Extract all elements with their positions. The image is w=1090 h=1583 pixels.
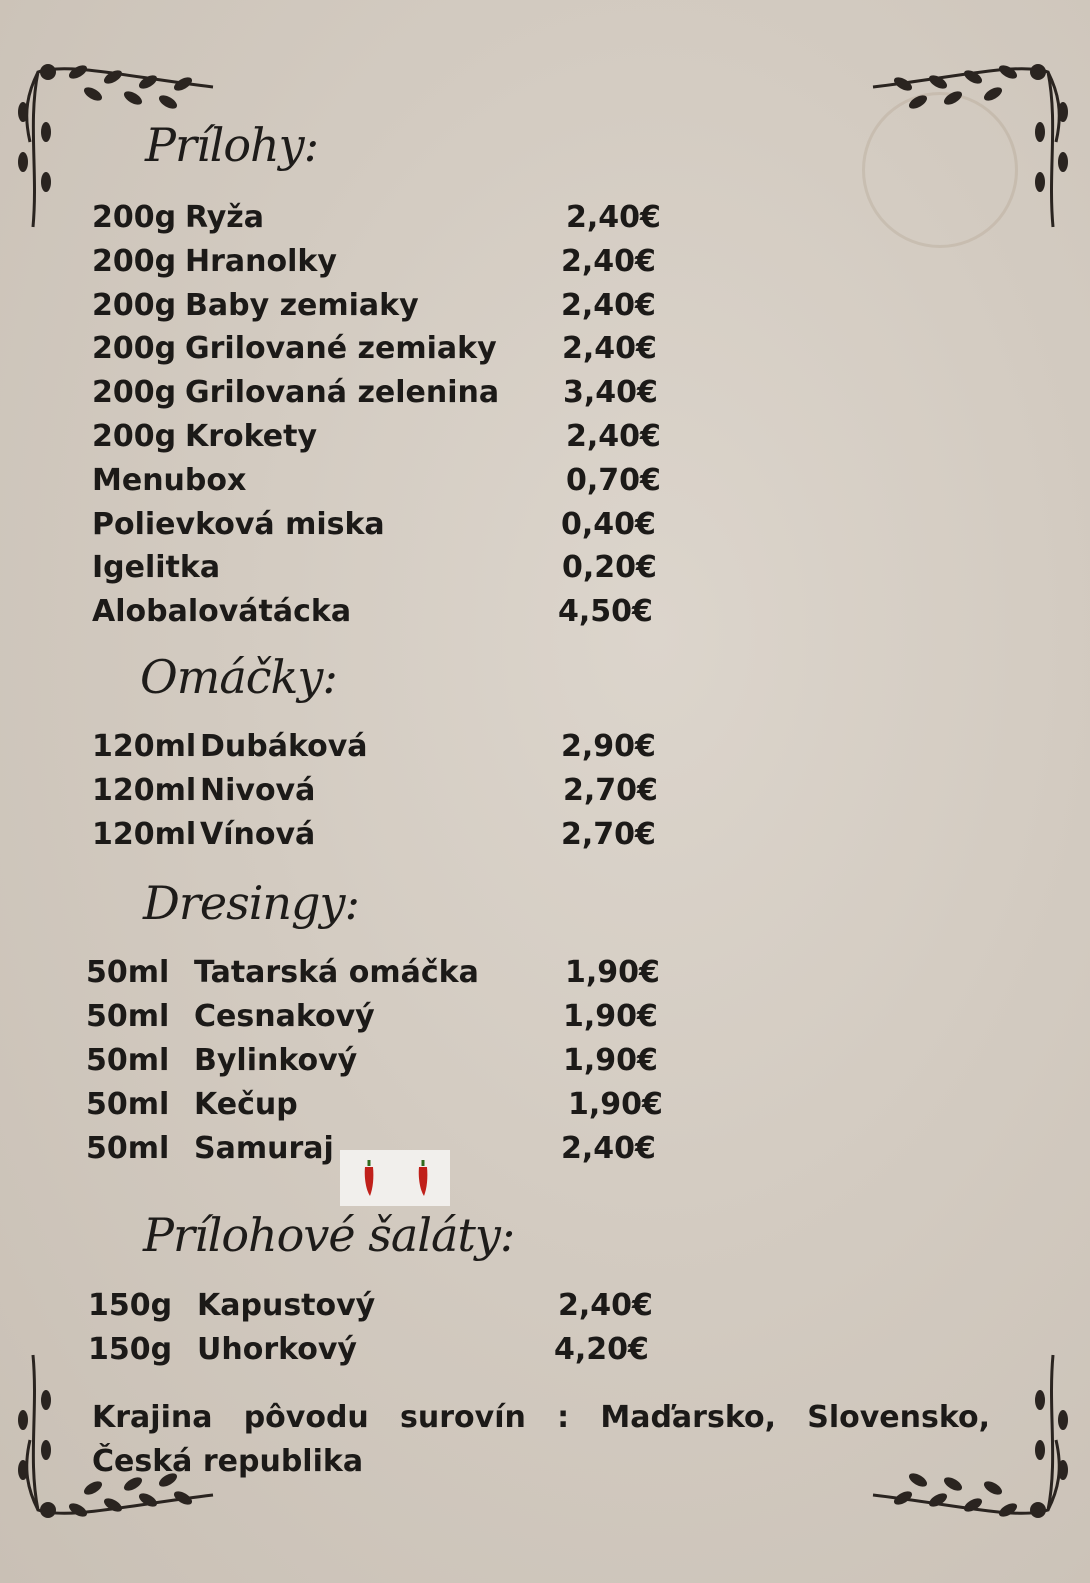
item-name: Alobalovátácka [92, 594, 352, 629]
list-item [0, 419, 700, 463]
floral-ornament-top-right [858, 32, 1078, 232]
item-price: 3,40€ [563, 375, 658, 410]
item-price: 2,40€ [561, 1131, 656, 1166]
list-item [0, 773, 700, 817]
item-name: Grilované zemiaky [185, 331, 497, 366]
list-item [0, 1043, 700, 1087]
item-name: Uhorkový [197, 1332, 357, 1367]
item-qty: 200g [92, 244, 177, 279]
item-name: Krokety [185, 419, 318, 454]
item-name: Grilovaná zelenina [185, 375, 500, 410]
item-price: 2,40€ [566, 200, 661, 235]
item-price: 2,70€ [561, 817, 656, 852]
item-price: 2,90€ [561, 729, 656, 764]
item-price: 1,90€ [563, 999, 658, 1034]
item-price: 2,40€ [566, 419, 661, 454]
item-qty: 120ml [92, 817, 197, 852]
list-item [0, 375, 700, 419]
item-price: 4,50€ [558, 594, 653, 629]
item-qty: 200g [92, 375, 177, 410]
origin-note: Krajina pôvodu surovín : Maďarsko, Slovensko, Česká republika [92, 1400, 990, 1479]
item-name: Cesnakový [194, 999, 375, 1034]
item-qty: 200g [92, 331, 177, 366]
item-name: Dubáková [200, 729, 368, 764]
item-price: 2,40€ [558, 1288, 653, 1323]
item-qty: 50ml [86, 955, 170, 990]
item-name: Hranolky [185, 244, 337, 279]
item-name: Baby zemiaky [185, 288, 419, 323]
item-name: Polievková miska [92, 507, 385, 542]
item-price: 0,20€ [562, 550, 657, 585]
list-item [0, 507, 700, 551]
item-name: Menubox [92, 463, 247, 498]
item-qty: 50ml [86, 1087, 170, 1122]
item-price: 1,90€ [563, 1043, 658, 1078]
list-item [0, 1332, 700, 1376]
item-price: 2,40€ [562, 331, 657, 366]
section-title-prilohy: Prílohy: [145, 118, 319, 172]
item-qty: 120ml [92, 729, 197, 764]
item-price: 0,70€ [566, 463, 661, 498]
list-item [0, 1288, 700, 1332]
item-qty: 50ml [86, 999, 170, 1034]
item-price: 2,40€ [561, 288, 656, 323]
list-item [0, 244, 700, 288]
item-price: 1,90€ [568, 1087, 663, 1122]
item-qty: 200g [92, 200, 177, 235]
item-qty: 50ml [86, 1043, 170, 1078]
list-item [0, 288, 700, 332]
list-item [0, 999, 700, 1043]
list-item [0, 200, 700, 244]
item-price: 1,90€ [565, 955, 660, 990]
item-name: Kapustový [197, 1288, 376, 1323]
section-title-prilohove-salaty: Prílohové šaláty: [143, 1208, 515, 1262]
list-item [0, 729, 700, 773]
list-item [0, 463, 700, 507]
list-item [0, 594, 700, 638]
list-item [0, 955, 700, 999]
section-title-omacky: Omáčky: [140, 650, 337, 704]
list-item [0, 817, 700, 861]
item-name: Vínová [200, 817, 316, 852]
item-qty: 200g [92, 419, 177, 454]
item-qty: 50ml [86, 1131, 170, 1166]
list-item [0, 331, 700, 375]
section-title-dresingy: Dresingy: [143, 876, 359, 930]
item-qty: 200g [92, 288, 177, 323]
item-qty: 120ml [92, 773, 197, 808]
spicy-indicator [340, 1150, 450, 1206]
item-name: Ryža [185, 200, 265, 235]
item-name: Samuraj [194, 1131, 334, 1166]
item-price: 2,40€ [561, 244, 656, 279]
item-name: Bylinkový [194, 1043, 358, 1078]
chili-pepper-icon [416, 1158, 430, 1198]
item-price: 0,40€ [561, 507, 656, 542]
item-name: Nivová [200, 773, 316, 808]
item-price: 2,70€ [563, 773, 658, 808]
item-name: Tatarská omáčka [194, 955, 479, 990]
list-item [0, 1087, 700, 1131]
item-name: Igelitka [92, 550, 221, 585]
item-qty: 150g [88, 1288, 173, 1323]
list-item [0, 550, 700, 594]
item-price: 4,20€ [554, 1332, 649, 1367]
item-qty: 150g [88, 1332, 173, 1367]
chili-pepper-icon [362, 1158, 376, 1198]
item-name: Kečup [194, 1087, 298, 1122]
